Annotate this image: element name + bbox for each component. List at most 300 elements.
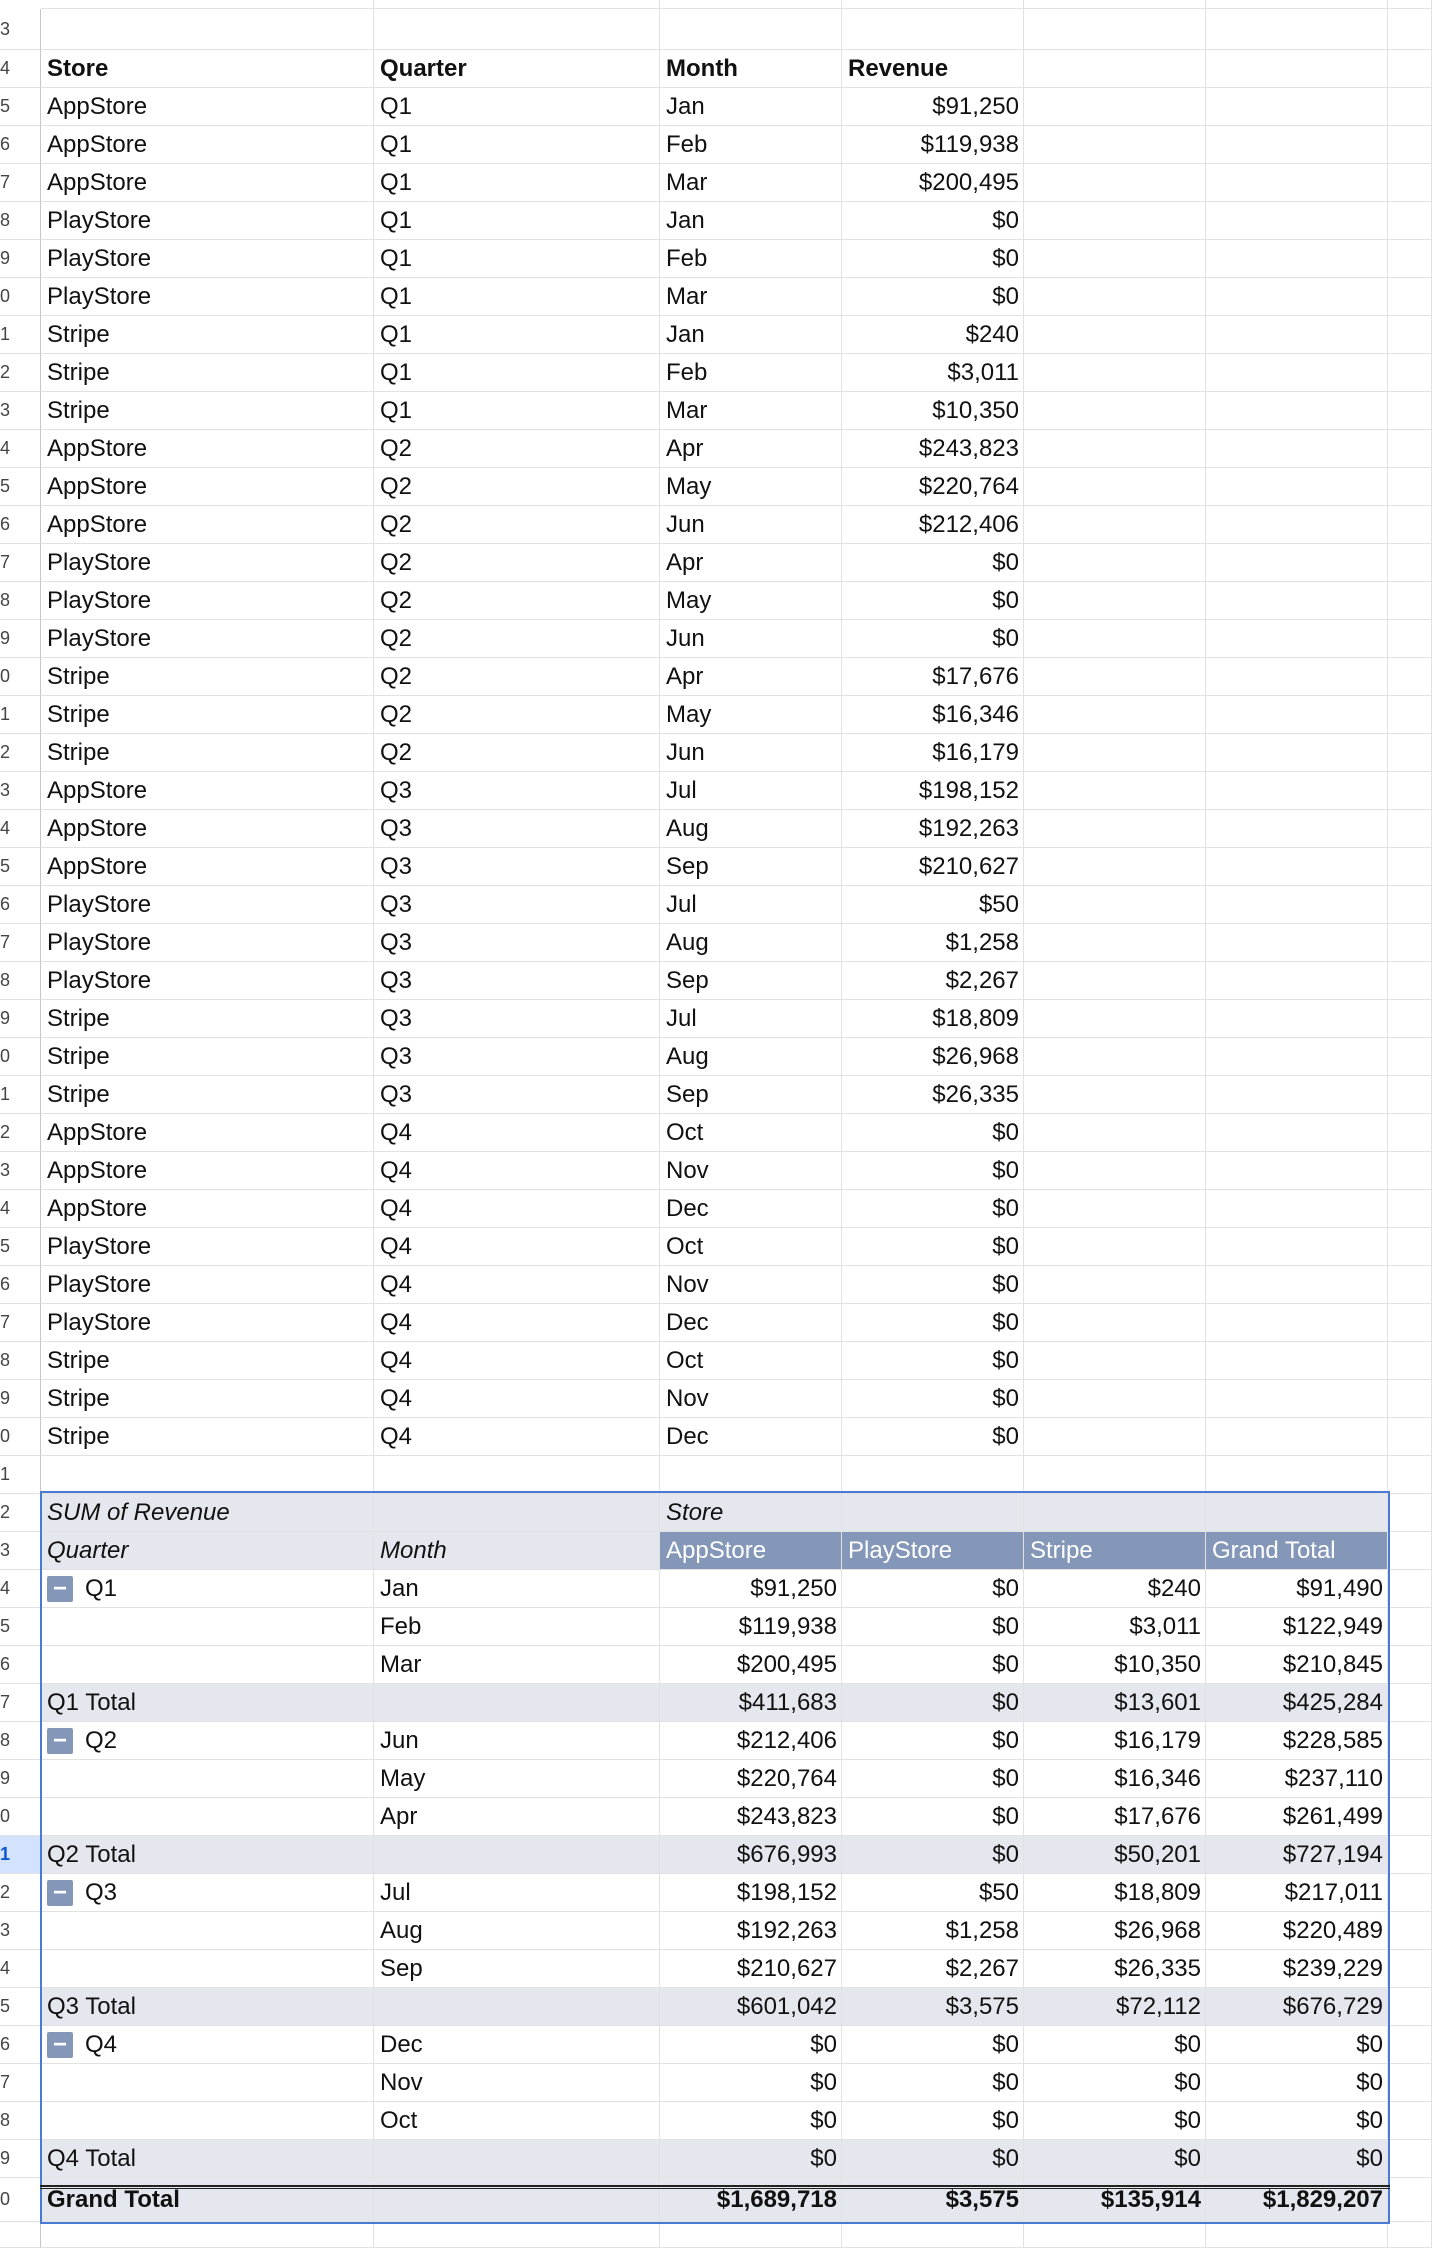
pivot-value-cell[interactable] (1206, 1798, 1388, 1836)
source-cell[interactable] (41, 164, 374, 202)
row-number[interactable]: 5 (0, 1988, 41, 2026)
source-cell[interactable] (374, 1076, 660, 1114)
row-number[interactable]: 4 (0, 430, 41, 468)
empty-cell[interactable] (1024, 1304, 1206, 1342)
empty-cell[interactable] (1206, 848, 1388, 886)
source-cell[interactable] (41, 658, 374, 696)
source-cell[interactable] (374, 1342, 660, 1380)
source-cell[interactable] (660, 1304, 842, 1342)
revenue-cell[interactable] (842, 240, 1024, 278)
pivot-row-field-label[interactable] (374, 1532, 660, 1570)
source-cell[interactable] (660, 1418, 842, 1456)
revenue-cell[interactable] (842, 924, 1024, 962)
pivot-value-cell[interactable] (1024, 2026, 1206, 2064)
empty-cell[interactable] (1388, 810, 1432, 848)
source-cell[interactable] (41, 1190, 374, 1228)
pivot-grand-total-label[interactable] (41, 2178, 374, 2222)
row-number[interactable]: 0 (0, 2178, 41, 2222)
source-cell[interactable] (660, 88, 842, 126)
empty-cell[interactable] (1388, 2178, 1432, 2222)
row-number[interactable] (0, 2222, 41, 2248)
revenue-cell[interactable] (842, 734, 1024, 772)
row-number[interactable]: 8 (0, 962, 41, 1000)
source-cell[interactable] (374, 126, 660, 164)
pivot-month-cell[interactable] (374, 1722, 660, 1760)
source-cell[interactable] (374, 430, 660, 468)
pivot-value-cell[interactable] (1024, 1760, 1206, 1798)
row-number[interactable]: 1 (0, 1456, 41, 1494)
pivot-quarter-cell[interactable] (41, 1608, 374, 1646)
empty-cell[interactable] (1388, 1304, 1432, 1342)
pivot-subtotal-value[interactable] (842, 1988, 1024, 2026)
source-cell[interactable] (660, 696, 842, 734)
empty-cell[interactable] (660, 2222, 842, 2248)
pivot-store-header[interactable] (1206, 1532, 1388, 1570)
empty-cell[interactable] (1206, 2222, 1388, 2248)
empty-cell[interactable] (1024, 1038, 1206, 1076)
source-cell[interactable] (660, 658, 842, 696)
empty-cell[interactable] (1388, 316, 1432, 354)
source-cell[interactable] (374, 1000, 660, 1038)
empty-cell[interactable] (1024, 658, 1206, 696)
revenue-cell[interactable] (842, 1228, 1024, 1266)
source-cell[interactable] (41, 1114, 374, 1152)
source-cell[interactable] (660, 1266, 842, 1304)
pivot-subtotal-value[interactable] (1024, 1836, 1206, 1874)
empty-cell[interactable] (1024, 316, 1206, 354)
empty-cell[interactable] (1388, 392, 1432, 430)
pivot-subtotal-label[interactable] (41, 1836, 374, 1874)
empty-cell[interactable] (1388, 1456, 1432, 1494)
pivot-subtotal-blank[interactable] (374, 1988, 660, 2026)
empty-cell[interactable] (1388, 2064, 1432, 2102)
source-cell[interactable] (660, 1038, 842, 1076)
source-cell[interactable] (41, 1266, 374, 1304)
empty-cell[interactable] (1388, 1874, 1432, 1912)
source-cell[interactable] (660, 1190, 842, 1228)
source-cell[interactable] (660, 164, 842, 202)
pivot-month-cell[interactable] (374, 1912, 660, 1950)
source-cell[interactable] (660, 316, 842, 354)
source-cell[interactable] (374, 1152, 660, 1190)
pivot-value-cell[interactable] (1206, 1570, 1388, 1608)
pivot-month-cell[interactable] (374, 1608, 660, 1646)
row-number[interactable]: 2 (0, 1874, 41, 1912)
pivot-month-cell[interactable] (374, 2064, 660, 2102)
source-cell[interactable] (374, 658, 660, 696)
row-number[interactable]: 1 (0, 316, 41, 354)
empty-cell[interactable] (1388, 544, 1432, 582)
empty-cell[interactable] (1024, 1076, 1206, 1114)
pivot-value-cell[interactable] (1206, 1760, 1388, 1798)
source-cell[interactable] (41, 202, 374, 240)
empty-cell[interactable] (1388, 430, 1432, 468)
empty-cell[interactable] (1388, 354, 1432, 392)
row-number[interactable]: 4 (0, 1950, 41, 1988)
source-cell[interactable] (41, 962, 374, 1000)
revenue-cell[interactable] (842, 202, 1024, 240)
empty-cell[interactable] (1388, 1152, 1432, 1190)
pivot-value-cell[interactable] (660, 1646, 842, 1684)
revenue-cell[interactable] (842, 278, 1024, 316)
source-cell[interactable] (374, 544, 660, 582)
row-number[interactable]: 9 (0, 240, 41, 278)
pivot-month-cell[interactable] (374, 1760, 660, 1798)
row-number[interactable]: 8 (0, 202, 41, 240)
empty-cell[interactable] (1388, 2140, 1432, 2178)
row-number[interactable]: 6 (0, 1266, 41, 1304)
revenue-cell[interactable] (842, 848, 1024, 886)
empty-cell[interactable] (1024, 544, 1206, 582)
source-cell[interactable] (374, 1266, 660, 1304)
source-cell[interactable] (660, 544, 842, 582)
empty-cell[interactable] (1024, 1190, 1206, 1228)
empty-cell[interactable] (1024, 810, 1206, 848)
empty-cell[interactable] (1388, 1380, 1432, 1418)
pivot-value-cell[interactable] (1206, 1722, 1388, 1760)
pivot-value-cell[interactable] (1206, 1646, 1388, 1684)
empty-cell[interactable] (1024, 924, 1206, 962)
row-number[interactable]: 2 (0, 1494, 41, 1532)
source-cell[interactable] (374, 354, 660, 392)
source-cell[interactable] (41, 506, 374, 544)
pivot-quarter-cell[interactable] (41, 1950, 374, 1988)
revenue-cell[interactable] (842, 1380, 1024, 1418)
source-cell[interactable] (660, 962, 842, 1000)
revenue-cell[interactable] (842, 1190, 1024, 1228)
empty-cell[interactable] (1388, 2222, 1432, 2248)
empty-cell[interactable] (1206, 392, 1388, 430)
row-number[interactable]: 9 (0, 1760, 41, 1798)
pivot-month-cell[interactable] (374, 1570, 660, 1608)
empty-cell[interactable] (1388, 1266, 1432, 1304)
source-cell[interactable] (41, 392, 374, 430)
row-number[interactable]: 1 (0, 696, 41, 734)
empty-cell[interactable] (1024, 240, 1206, 278)
pivot-header-blank[interactable] (842, 1494, 1024, 1532)
source-cell[interactable] (660, 1000, 842, 1038)
source-header-cell[interactable] (660, 50, 842, 88)
empty-cell[interactable] (1388, 1494, 1432, 1532)
source-cell[interactable] (374, 772, 660, 810)
empty-cell[interactable] (1388, 88, 1432, 126)
source-cell[interactable] (660, 1228, 842, 1266)
empty-cell[interactable] (660, 0, 842, 9)
pivot-value-cell[interactable] (842, 2064, 1024, 2102)
empty-cell[interactable] (1206, 50, 1388, 88)
empty-cell[interactable] (1206, 810, 1388, 848)
empty-cell[interactable] (842, 0, 1024, 9)
empty-cell[interactable] (1388, 1570, 1432, 1608)
source-cell[interactable] (374, 88, 660, 126)
empty-cell[interactable] (1024, 2222, 1206, 2248)
source-cell[interactable] (41, 582, 374, 620)
collapse-toggle-icon[interactable]: − (47, 2032, 73, 2058)
empty-cell[interactable] (1388, 962, 1432, 1000)
pivot-month-cell[interactable] (374, 1874, 660, 1912)
source-cell[interactable] (660, 1076, 842, 1114)
source-cell[interactable] (41, 1152, 374, 1190)
pivot-value-cell[interactable] (1024, 1722, 1206, 1760)
empty-cell[interactable] (41, 1456, 374, 1494)
empty-cell[interactable] (1024, 734, 1206, 772)
source-cell[interactable] (374, 1228, 660, 1266)
source-cell[interactable] (374, 582, 660, 620)
empty-cell[interactable] (660, 9, 842, 50)
empty-cell[interactable] (1024, 1418, 1206, 1456)
source-cell[interactable] (41, 1342, 374, 1380)
empty-cell[interactable] (1388, 278, 1432, 316)
empty-cell[interactable] (1024, 1342, 1206, 1380)
row-number[interactable]: 5 (0, 848, 41, 886)
row-number[interactable]: 5 (0, 468, 41, 506)
empty-cell[interactable] (1206, 164, 1388, 202)
pivot-value-cell[interactable] (842, 1608, 1024, 1646)
pivot-values-label[interactable] (41, 1494, 374, 1532)
revenue-cell[interactable] (842, 1000, 1024, 1038)
row-number[interactable]: 9 (0, 2140, 41, 2178)
revenue-cell[interactable] (842, 1304, 1024, 1342)
source-cell[interactable] (660, 1152, 842, 1190)
revenue-cell[interactable] (842, 468, 1024, 506)
empty-cell[interactable] (1206, 468, 1388, 506)
revenue-cell[interactable] (842, 1418, 1024, 1456)
pivot-subtotal-value[interactable] (842, 1684, 1024, 1722)
revenue-cell[interactable] (842, 316, 1024, 354)
pivot-value-cell[interactable] (660, 1760, 842, 1798)
source-cell[interactable] (374, 164, 660, 202)
revenue-cell[interactable] (842, 620, 1024, 658)
source-cell[interactable] (41, 1228, 374, 1266)
empty-cell[interactable] (1388, 0, 1432, 9)
source-cell[interactable] (660, 886, 842, 924)
row-number[interactable]: 9 (0, 1000, 41, 1038)
empty-cell[interactable] (1206, 1114, 1388, 1152)
source-cell[interactable] (374, 848, 660, 886)
empty-cell[interactable] (1024, 506, 1206, 544)
empty-cell[interactable] (1388, 924, 1432, 962)
empty-cell[interactable] (1206, 0, 1388, 9)
source-cell[interactable] (374, 1380, 660, 1418)
pivot-quarter-cell[interactable] (41, 2026, 374, 2064)
source-cell[interactable] (41, 696, 374, 734)
empty-cell[interactable] (1206, 1266, 1388, 1304)
pivot-subtotal-value[interactable] (660, 1836, 842, 1874)
revenue-cell[interactable] (842, 658, 1024, 696)
row-number[interactable]: 6 (0, 1646, 41, 1684)
pivot-quarter-cell[interactable] (41, 1874, 374, 1912)
revenue-cell[interactable] (842, 392, 1024, 430)
source-cell[interactable] (374, 240, 660, 278)
row-number[interactable]: 3 (0, 392, 41, 430)
source-cell[interactable] (41, 278, 374, 316)
source-cell[interactable] (374, 202, 660, 240)
pivot-month-cell[interactable] (374, 2102, 660, 2140)
pivot-value-cell[interactable] (842, 1760, 1024, 1798)
source-cell[interactable] (41, 810, 374, 848)
row-number[interactable]: 7 (0, 544, 41, 582)
empty-cell[interactable] (660, 1456, 842, 1494)
pivot-subtotal-value[interactable] (842, 2140, 1024, 2178)
row-number[interactable]: 2 (0, 354, 41, 392)
empty-cell[interactable] (1388, 2102, 1432, 2140)
source-cell[interactable] (660, 506, 842, 544)
pivot-subtotal-value[interactable] (1206, 2140, 1388, 2178)
row-number[interactable]: 5 (0, 1608, 41, 1646)
empty-cell[interactable] (1388, 696, 1432, 734)
empty-cell[interactable] (1388, 1646, 1432, 1684)
source-cell[interactable] (374, 734, 660, 772)
pivot-quarter-cell[interactable] (41, 2064, 374, 2102)
empty-cell[interactable] (1388, 202, 1432, 240)
source-cell[interactable] (41, 468, 374, 506)
empty-cell[interactable] (1206, 772, 1388, 810)
pivot-header-blank[interactable] (374, 1494, 660, 1532)
empty-cell[interactable] (1388, 772, 1432, 810)
pivot-subtotal-blank[interactable] (374, 2140, 660, 2178)
row-number[interactable]: 7 (0, 2064, 41, 2102)
row-number[interactable]: 4 (0, 50, 41, 88)
empty-cell[interactable] (1388, 1798, 1432, 1836)
source-cell[interactable] (660, 468, 842, 506)
pivot-value-cell[interactable] (842, 1912, 1024, 1950)
empty-cell[interactable] (1388, 1076, 1432, 1114)
empty-cell[interactable] (1024, 620, 1206, 658)
row-number[interactable]: 5 (0, 1228, 41, 1266)
source-cell[interactable] (374, 962, 660, 1000)
empty-cell[interactable] (1388, 734, 1432, 772)
row-number[interactable]: 3 (0, 1152, 41, 1190)
pivot-store-header[interactable] (842, 1532, 1024, 1570)
source-cell[interactable] (374, 620, 660, 658)
empty-cell[interactable] (1024, 392, 1206, 430)
pivot-quarter-cell[interactable] (41, 1722, 374, 1760)
empty-cell[interactable] (1388, 1722, 1432, 1760)
empty-cell[interactable] (1206, 1418, 1388, 1456)
empty-cell[interactable] (1024, 772, 1206, 810)
pivot-subtotal-blank[interactable] (374, 1836, 660, 1874)
empty-cell[interactable] (1024, 582, 1206, 620)
pivot-value-cell[interactable] (1024, 2064, 1206, 2102)
revenue-cell[interactable] (842, 430, 1024, 468)
empty-cell[interactable] (1024, 1228, 1206, 1266)
pivot-value-cell[interactable] (660, 1722, 842, 1760)
row-number[interactable]: 9 (0, 620, 41, 658)
row-number[interactable]: 9 (0, 1380, 41, 1418)
collapse-toggle-icon[interactable]: − (47, 1576, 73, 1602)
empty-cell[interactable] (1024, 1380, 1206, 1418)
empty-cell[interactable] (1388, 506, 1432, 544)
empty-cell[interactable] (1024, 354, 1206, 392)
pivot-value-cell[interactable] (842, 1950, 1024, 1988)
source-cell[interactable] (374, 1114, 660, 1152)
source-cell[interactable] (41, 354, 374, 392)
source-cell[interactable] (660, 354, 842, 392)
row-number[interactable]: 0 (0, 1798, 41, 1836)
empty-cell[interactable] (1388, 1228, 1432, 1266)
source-cell[interactable] (41, 886, 374, 924)
empty-cell[interactable] (1206, 316, 1388, 354)
empty-cell[interactable] (1024, 1114, 1206, 1152)
source-cell[interactable] (660, 202, 842, 240)
row-number[interactable]: 1 (0, 1836, 41, 1874)
revenue-cell[interactable] (842, 544, 1024, 582)
source-cell[interactable] (41, 1418, 374, 1456)
empty-cell[interactable] (1206, 430, 1388, 468)
pivot-subtotal-value[interactable] (660, 1684, 842, 1722)
pivot-value-cell[interactable] (842, 1722, 1024, 1760)
source-cell[interactable] (41, 430, 374, 468)
pivot-value-cell[interactable] (660, 1912, 842, 1950)
pivot-month-cell[interactable] (374, 1646, 660, 1684)
empty-cell[interactable] (1206, 544, 1388, 582)
row-number[interactable]: 8 (0, 582, 41, 620)
pivot-grand-total-blank[interactable] (374, 2178, 660, 2222)
source-cell[interactable] (41, 620, 374, 658)
source-cell[interactable] (374, 392, 660, 430)
empty-cell[interactable] (1388, 1418, 1432, 1456)
pivot-value-cell[interactable] (1024, 1874, 1206, 1912)
empty-cell[interactable] (1206, 582, 1388, 620)
pivot-value-cell[interactable] (1024, 1608, 1206, 1646)
pivot-subtotal-value[interactable] (1024, 1988, 1206, 2026)
empty-cell[interactable] (1024, 430, 1206, 468)
empty-cell[interactable] (842, 9, 1024, 50)
empty-cell[interactable] (1206, 88, 1388, 126)
pivot-value-cell[interactable] (1206, 2026, 1388, 2064)
row-number[interactable]: 7 (0, 924, 41, 962)
row-number[interactable]: 7 (0, 1684, 41, 1722)
pivot-value-cell[interactable] (842, 1874, 1024, 1912)
revenue-cell[interactable] (842, 88, 1024, 126)
pivot-value-cell[interactable] (1206, 1912, 1388, 1950)
empty-cell[interactable] (1206, 1228, 1388, 1266)
source-cell[interactable] (41, 316, 374, 354)
pivot-subtotal-value[interactable] (1024, 2140, 1206, 2178)
empty-cell[interactable] (1206, 734, 1388, 772)
pivot-quarter-cell[interactable] (41, 1912, 374, 1950)
empty-cell[interactable] (1206, 1190, 1388, 1228)
empty-cell[interactable] (1388, 1608, 1432, 1646)
empty-cell[interactable] (41, 9, 374, 50)
empty-cell[interactable] (374, 1456, 660, 1494)
pivot-value-cell[interactable] (842, 1570, 1024, 1608)
empty-cell[interactable] (1388, 582, 1432, 620)
row-number[interactable]: 4 (0, 1190, 41, 1228)
revenue-cell[interactable] (842, 506, 1024, 544)
empty-cell[interactable] (1388, 620, 1432, 658)
empty-cell[interactable] (1024, 1266, 1206, 1304)
row-number[interactable]: 8 (0, 1342, 41, 1380)
row-number[interactable]: 1 (0, 1076, 41, 1114)
pivot-value-cell[interactable] (1024, 2102, 1206, 2140)
empty-cell[interactable] (1206, 126, 1388, 164)
empty-cell[interactable] (1024, 88, 1206, 126)
source-header-cell[interactable] (374, 50, 660, 88)
source-cell[interactable] (660, 392, 842, 430)
row-number[interactable]: 2 (0, 734, 41, 772)
empty-cell[interactable] (1024, 1000, 1206, 1038)
row-number[interactable]: 3 (0, 9, 41, 50)
empty-cell[interactable] (1388, 50, 1432, 88)
revenue-cell[interactable] (842, 164, 1024, 202)
empty-cell[interactable] (1024, 962, 1206, 1000)
source-cell[interactable] (374, 278, 660, 316)
empty-cell[interactable] (1388, 126, 1432, 164)
empty-cell[interactable] (1206, 1038, 1388, 1076)
empty-cell[interactable] (1388, 240, 1432, 278)
row-number[interactable]: 6 (0, 886, 41, 924)
